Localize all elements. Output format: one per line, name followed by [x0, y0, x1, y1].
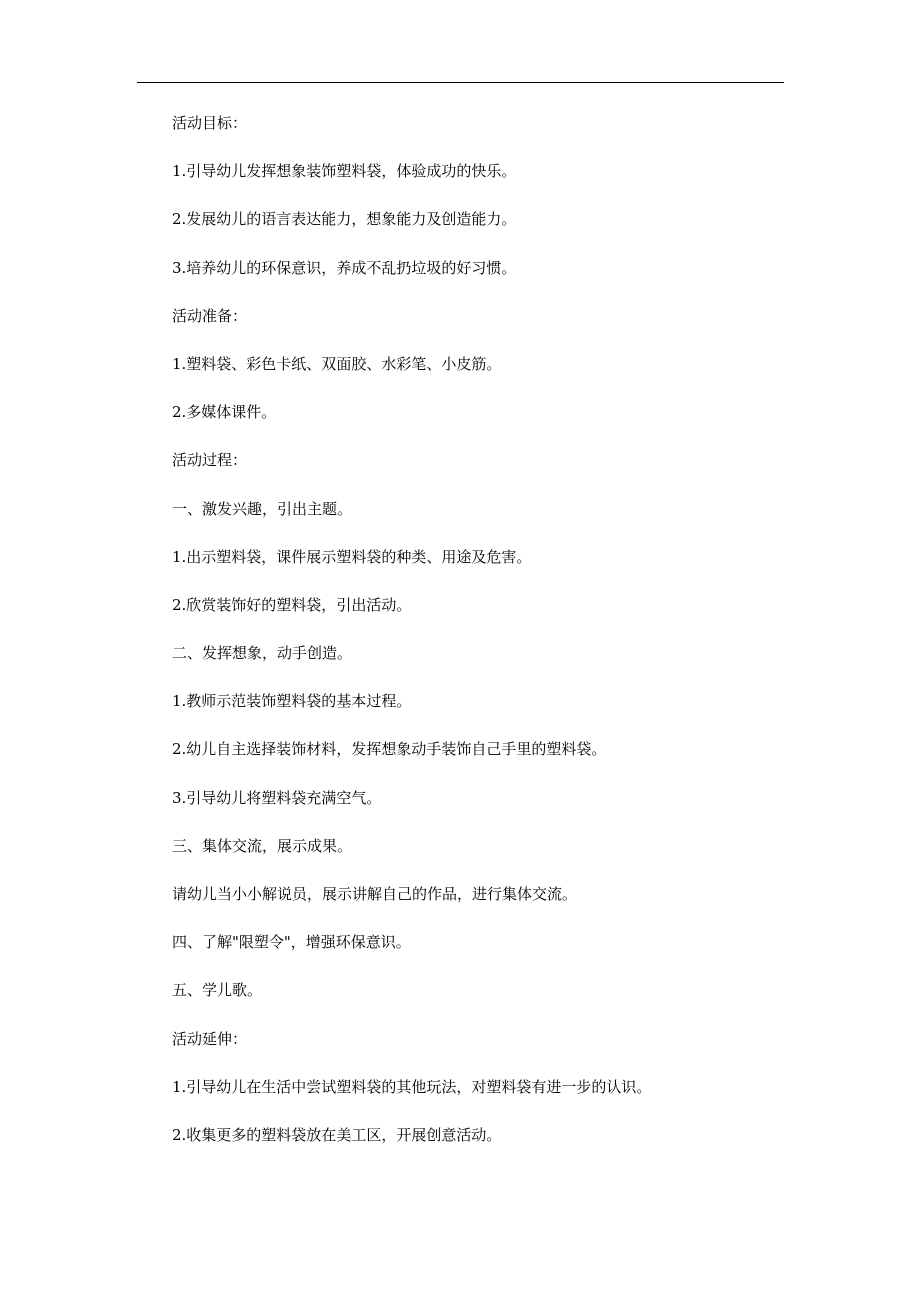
section-heading-extension: 活动延伸： — [172, 1029, 248, 1048]
extension-item: 2.收集更多的塑料袋放在美工区，开展创意活动。 — [172, 1125, 502, 1144]
process-step-heading: 三、集体交流，展示成果。 — [172, 836, 353, 855]
process-step-heading: 一、激发兴趣，引出主题。 — [172, 499, 353, 518]
process-step-item: 请幼儿当小小解说员，展示讲解自己的作品，进行集体交流。 — [172, 885, 578, 903]
goal-item: 3.培养幼儿的环保意识，养成不乱扔垃圾的好习惯。 — [172, 258, 517, 277]
header-rule — [137, 82, 784, 83]
section-heading-preparation: 活动准备： — [172, 306, 248, 325]
process-step-heading: 四、了解"限塑令"，增强环保意识。 — [172, 933, 411, 952]
section-heading-process: 活动过程： — [172, 451, 248, 470]
process-step-item: 1.教师示范装饰塑料袋的基本过程。 — [172, 692, 412, 711]
goal-item: 1.引导幼儿发挥想象装饰塑料袋，体验成功的快乐。 — [172, 162, 517, 181]
process-step-heading: 五、学儿歌。 — [172, 981, 263, 1000]
preparation-item: 1.塑料袋、彩色卡纸、双面胶、水彩笔、小皮筋。 — [172, 354, 502, 373]
section-heading-goals: 活动目标： — [172, 114, 248, 132]
process-step-heading: 二、发挥想象，动手创造。 — [172, 644, 353, 663]
preparation-item: 2.多媒体课件。 — [172, 403, 277, 422]
process-step-item: 2.幼儿自主选择装饰材料，发挥想象动手装饰自己手里的塑料袋。 — [172, 740, 607, 759]
goal-item: 2.发展幼儿的语言表达能力，想象能力及创造能力。 — [172, 210, 517, 229]
document-body — [172, 111, 792, 1171]
process-step-item: 3.引导幼儿将塑料袋充满空气。 — [172, 788, 382, 807]
extension-item: 1.引导幼儿在生活中尝试塑料袋的其他玩法，对塑料袋有进一步的认识。 — [172, 1077, 652, 1096]
process-step-item: 2.欣赏装饰好的塑料袋，引出活动。 — [172, 595, 412, 614]
process-step-item: 1.出示塑料袋，课件展示塑料袋的种类、用途及危害。 — [172, 547, 532, 566]
